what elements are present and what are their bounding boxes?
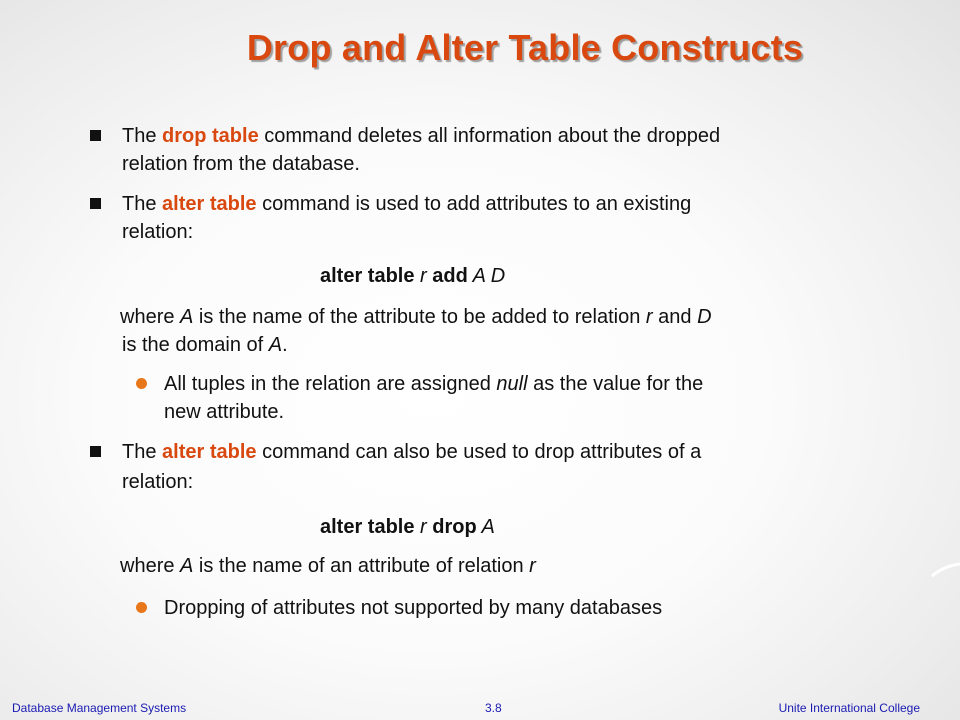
sub-bullet-drop: Dropping of attributes not supported by many databases xyxy=(164,597,663,619)
where-drop-line: where A is the name of an attribute of relation r xyxy=(120,555,536,577)
footer-page-number: 3.8 xyxy=(485,701,502,715)
sub-bullet-null-line1: All tuples in the relation are assigned null as the value for the xyxy=(164,373,704,395)
slide-title: Drop and Alter Table Constructs xyxy=(246,27,804,68)
round-bullet-icon xyxy=(136,378,147,389)
decorative-swoosh xyxy=(930,560,960,580)
bullet-alter-table-line1: The alter table command is used to add attributes to an existing xyxy=(122,193,692,215)
square-bullet-icon xyxy=(90,198,101,209)
keyword-alter-table: alter table xyxy=(162,441,257,463)
bullet-alter-drop-line1: The alter table command can also be used to drop attributes of a xyxy=(122,441,702,463)
where-add-line1: where A is the name of the attribute to be added to relation r and D xyxy=(120,306,712,328)
round-bullet-icon xyxy=(136,602,147,613)
square-bullet-icon xyxy=(90,446,101,457)
bullet-drop-table-line2: relation from the database. xyxy=(122,153,360,175)
bullet-alter-drop-line2: relation: xyxy=(122,471,194,493)
syntax-alter-drop: alter table r drop A xyxy=(320,516,495,538)
syntax-alter-add: alter table r add A D xyxy=(320,265,506,287)
keyword-drop-table: drop table xyxy=(162,125,259,147)
bullet-alter-table-line2: relation: xyxy=(122,221,194,243)
sub-bullet-null-line2: new attribute. xyxy=(164,401,285,423)
footer-left: Database Management Systems xyxy=(12,701,187,715)
where-add-line2: is the domain of A. xyxy=(122,334,288,356)
keyword-alter-table: alter table xyxy=(162,193,257,215)
bullet-drop-table-line1: The drop table command deletes all information about the dropped xyxy=(122,125,721,147)
footer-right: Unite International College xyxy=(778,701,920,715)
square-bullet-icon xyxy=(90,130,101,141)
